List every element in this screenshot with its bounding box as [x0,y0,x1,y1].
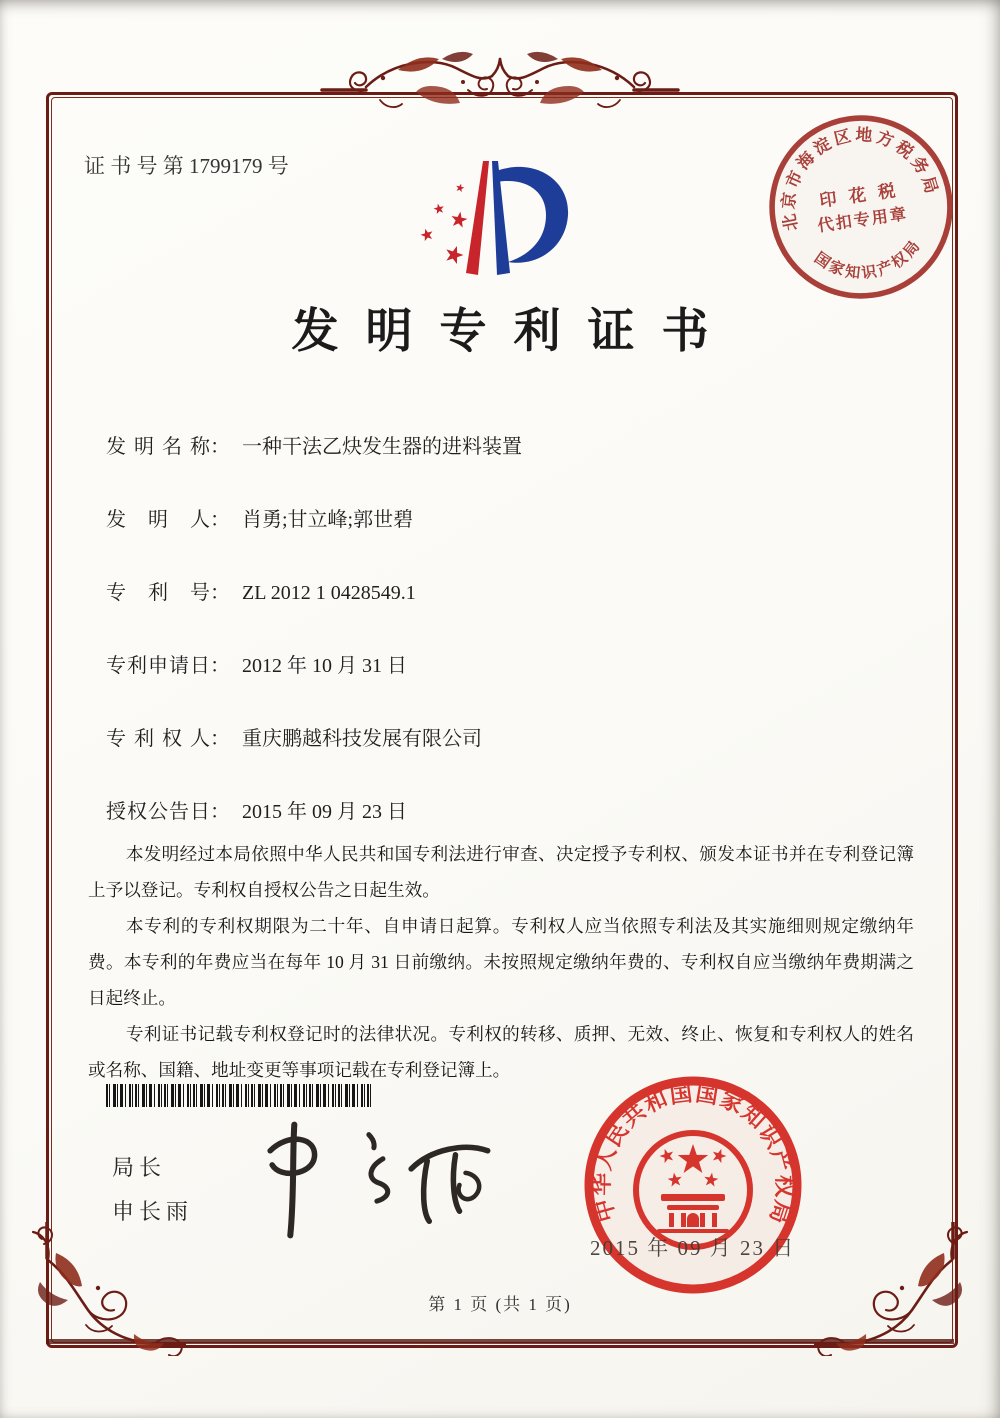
field-row-filing-date [106,649,906,676]
body-paragraph: 本发明经过本局依照中华人民共和国专利法进行审查、决定授予专利权、颁发本证书并在专利登记簿上予以登记。专利权自授权公告之日起生效。 [88,844,914,900]
field-label: 发明人 [106,509,210,531]
stamp-arc-top-text: 北京市海淀区地方税务局 [778,125,943,233]
signoff-title: 局长 [112,1155,167,1180]
field-row-grant-date [106,795,906,822]
field-row-patent-number [106,576,906,603]
field-value: 2012 年 10 月 31 日 [242,655,407,677]
field-row-invention-name [106,430,906,457]
field-label: 发明名称 [106,436,210,458]
field-value: 2015 年 09 月 23 日 [242,801,407,823]
body-paragraph: 专利证书记载专利权登记时的法律状况。专利权的转移、质押、无效、终止、恢复和专利权人的姓名或名称、国籍、地址变更等事项记载在专利登记簿上。 [88,1024,914,1080]
page-number: 第 1 页 (共 1 页) [428,1295,572,1314]
signoff-block [112,1146,193,1234]
field-colon: ： [210,801,230,823]
field-list [106,430,906,868]
field-colon: ： [210,582,230,604]
bottom-left-flourish-ornament-icon [30,1222,186,1356]
barcode-icon [106,1084,371,1107]
seal-ring-text: 中华人民共和国国家知识产权局 [588,1080,798,1229]
handwritten-signature-icon [250,1114,532,1252]
field-value: 重庆鹏越科技发展有限公司 [242,728,482,750]
field-label: 专利申请日 [106,655,210,677]
field-colon: ： [210,436,230,458]
seal-date: 2015 年 09 月 23 日 [590,1236,796,1260]
field-colon: ： [210,509,230,531]
field-colon: ： [210,655,230,677]
signoff-name: 申长雨 [112,1199,194,1224]
cnipa-logo-icon [388,146,600,294]
field-label: 授权公告日 [106,801,210,823]
field-label: 专利号 [106,582,210,604]
stamp-center-line1: 印 花 税 [818,180,901,211]
stamp-center-line2: 代扣专用章 [816,205,910,236]
stamp-arc-bottom-text: 国家知识产权局 [811,236,925,283]
bottom-right-flourish-ornament-icon [814,1222,970,1356]
stamp-duty-stamp-icon [751,97,970,316]
page-title: 发明专利证书 [291,306,736,358]
field-value: ZL 2012 1 0428549.1 [242,582,416,604]
body-paragraph: 本专利的专利权期限为二十年、自申请日起算。专利权人应当依照专利法及其实施细则规定缴纳年费。本专利的年费应当在每年 10 月 31 日前缴纳。未按照规定缴纳年费的、专利权自应当缴纳年费期满之日起终止。 [88,916,914,1008]
field-label: 专利权人 [106,728,210,750]
field-value: 一种干法乙炔发生器的进料装置 [242,436,522,458]
field-row-patentee [106,722,906,749]
field-row-inventors [106,503,906,530]
top-flourish-ornament-icon [320,26,680,138]
field-value: 肖勇;甘立峰;郭世碧 [242,509,414,531]
national-ip-office-seal-icon [576,1068,810,1302]
field-colon: ： [210,728,230,750]
certificate-number: 证 书 号 第 1799179 号 [84,154,289,178]
legal-body-text [88,836,914,1088]
